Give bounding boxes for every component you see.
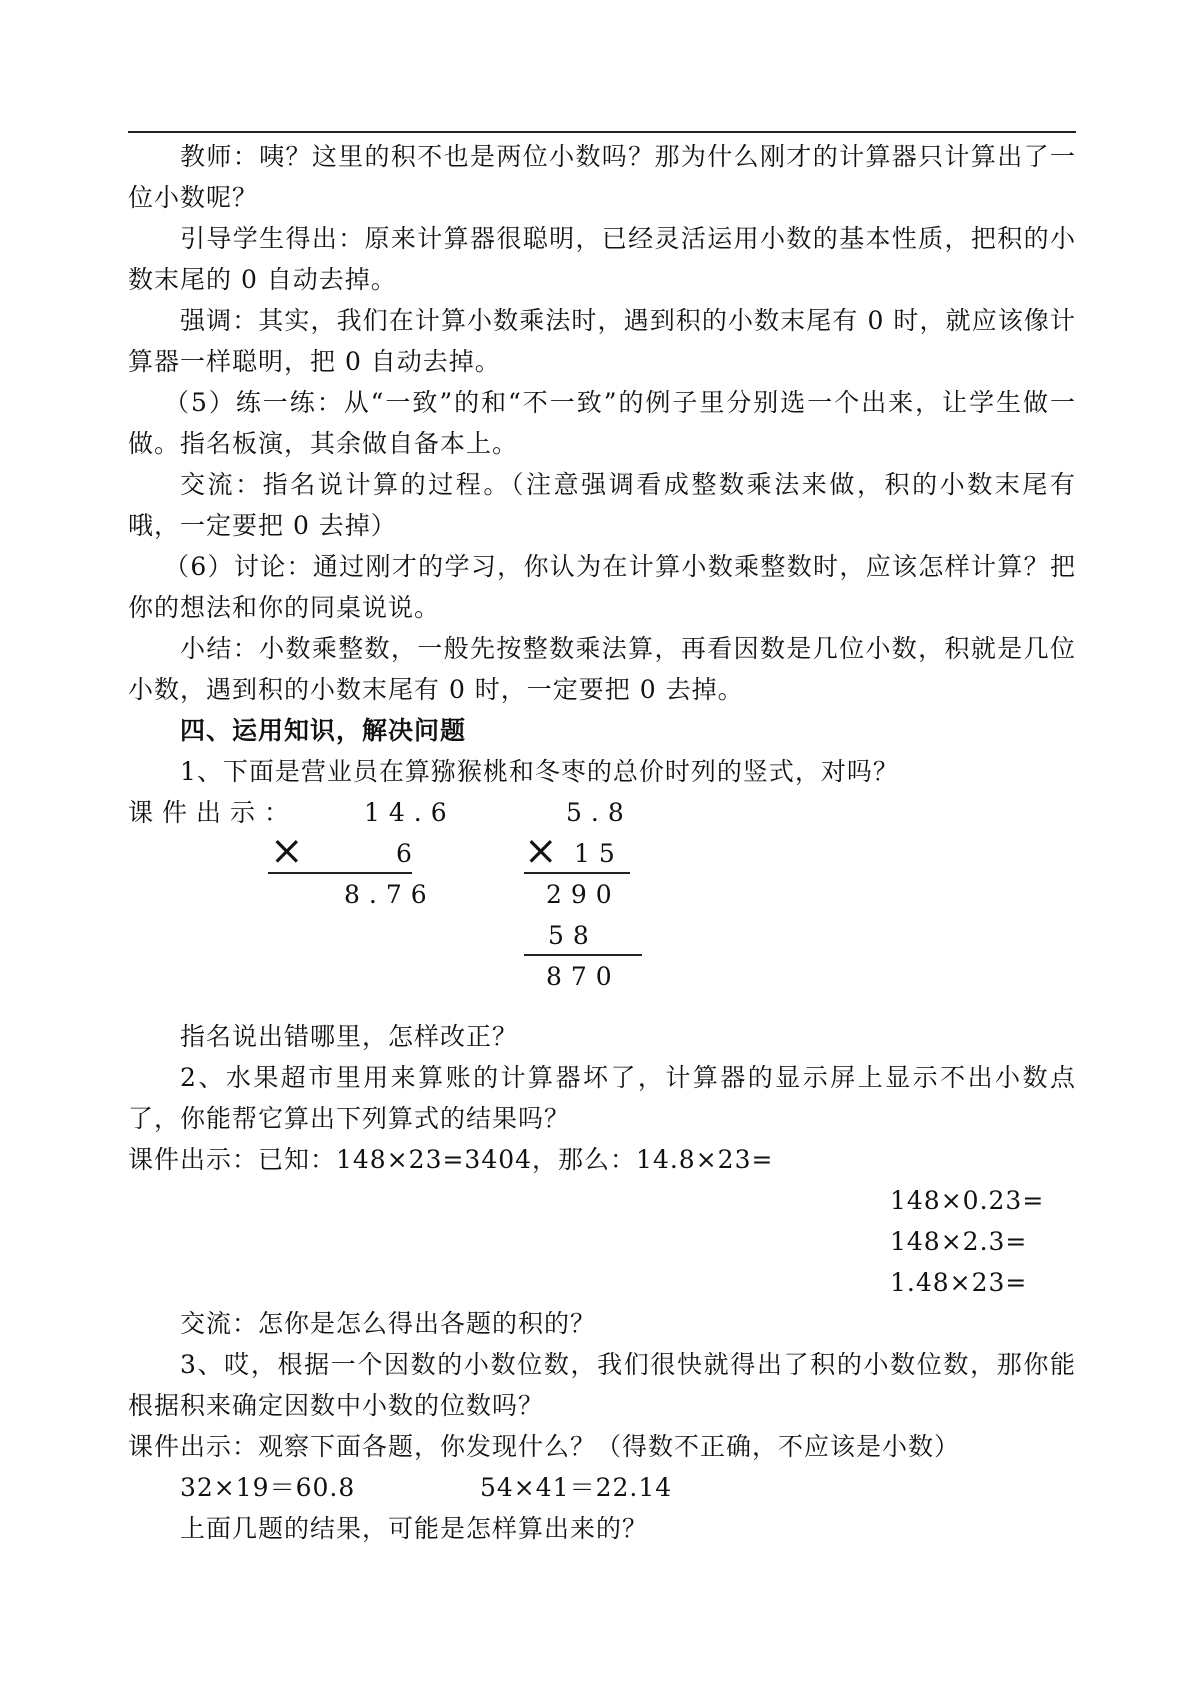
formula-item: 148×2.3= xyxy=(890,1227,1028,1256)
paragraph-teacher-question: 教师：咦？这里的积不也是两位小数吗？那为什么刚才的计算器只计算出了一位小数呢？ xyxy=(128,142,1076,212)
paragraph-emphasis: 强调：其实，我们在计算小数乘法时，遇到积的小数末尾有 0 时，就应该像计算器一样聪明，把 0 自动去掉。 xyxy=(128,306,1076,376)
calc-b-times-sign: × xyxy=(524,828,558,874)
question-1-followup: 指名说出错哪里，怎样改正？ xyxy=(180,1022,519,1051)
vertical-calculations xyxy=(128,792,1076,1016)
paragraph-exchange: 交流：指名说计算的过程。（注意强调看成整数乘法来做，积的小数末尾有哦，一定要把 0 去掉） xyxy=(128,470,1076,540)
formula-item: 148×0.23= xyxy=(890,1186,1045,1215)
calc-a-result: 8.76 xyxy=(344,880,436,909)
calc-a-top-number: 14.6 xyxy=(364,798,456,827)
question-3-text: 3、哎，根据一个因数的小数位数，我们很快就得出了积的小数位数，那你能根据积来确定因数中小数的位数吗？ xyxy=(128,1350,1076,1420)
equation-2: 54×41＝22.14 xyxy=(480,1473,673,1502)
header-rule xyxy=(128,131,1076,133)
calc-b-partial-2: 58 xyxy=(548,921,598,950)
question-2-known-line: 课件出示：已知：148×23=3404，那么：14.8×23= xyxy=(128,1145,774,1174)
question-2-text: 2、水果超市里用来算账的计算器坏了，计算器的显示屏上显示不出小数点了，你能帮它算出下列算式的结果吗？ xyxy=(128,1063,1076,1133)
calc-b-top-number: 5.8 xyxy=(566,798,633,827)
paragraph-summary: 小结：小数乘整数，一般先按整数乘法算，再看因数是几位小数，积就是几位小数，遇到积的小数末尾有 0 时，一定要把 0 去掉。 xyxy=(128,634,1076,704)
calc-b-result: 870 xyxy=(546,962,621,991)
question-2-followup: 交流：怎你是怎么得出各题的积的？ xyxy=(180,1309,597,1338)
equation-row xyxy=(128,1467,1076,1508)
formula-list xyxy=(128,1180,1076,1303)
formula-item: 1.48×23= xyxy=(890,1268,1028,1297)
courseware-label: 课件出示： xyxy=(128,798,299,827)
paragraph-discussion: （6）讨论：通过刚才的学习，你认为在计算小数乘整数时，应该怎样计算？把你的想法和你的同桌说说。 xyxy=(128,552,1076,622)
calc-b-partial-1: 290 xyxy=(546,880,621,909)
equation-1: 32×19＝60.8 xyxy=(180,1473,356,1502)
section-heading: 四、运用知识，解决问题 xyxy=(180,716,467,745)
calc-b-multiplier: 15 xyxy=(574,839,624,868)
question-3-courseware-line: 课件出示：观察下面各题，你发现什么？（得数不正确，不应该是小数） xyxy=(128,1432,961,1461)
calc-a-multiplier: 6 xyxy=(396,839,421,868)
document-body xyxy=(128,136,1076,1549)
question-3-followup: 上面几题的结果，可能是怎样算出来的？ xyxy=(180,1514,649,1543)
paragraph-guide-students: 引导学生得出：原来计算器很聪明，已经灵活运用小数的基本性质，把积的小数末尾的 0 自动去掉。 xyxy=(128,224,1076,294)
paragraph-practice: （5）练一练：从“一致”的和“不一致”的例子里分别选一个出来，让学生做一做。指名板演，其余做自备本上。 xyxy=(128,388,1076,458)
calc-a-times-sign: × xyxy=(270,828,304,874)
question-1-text: 1、下面是营业员在算猕猴桃和冬枣的总价时列的竖式，对吗？ xyxy=(180,757,899,786)
